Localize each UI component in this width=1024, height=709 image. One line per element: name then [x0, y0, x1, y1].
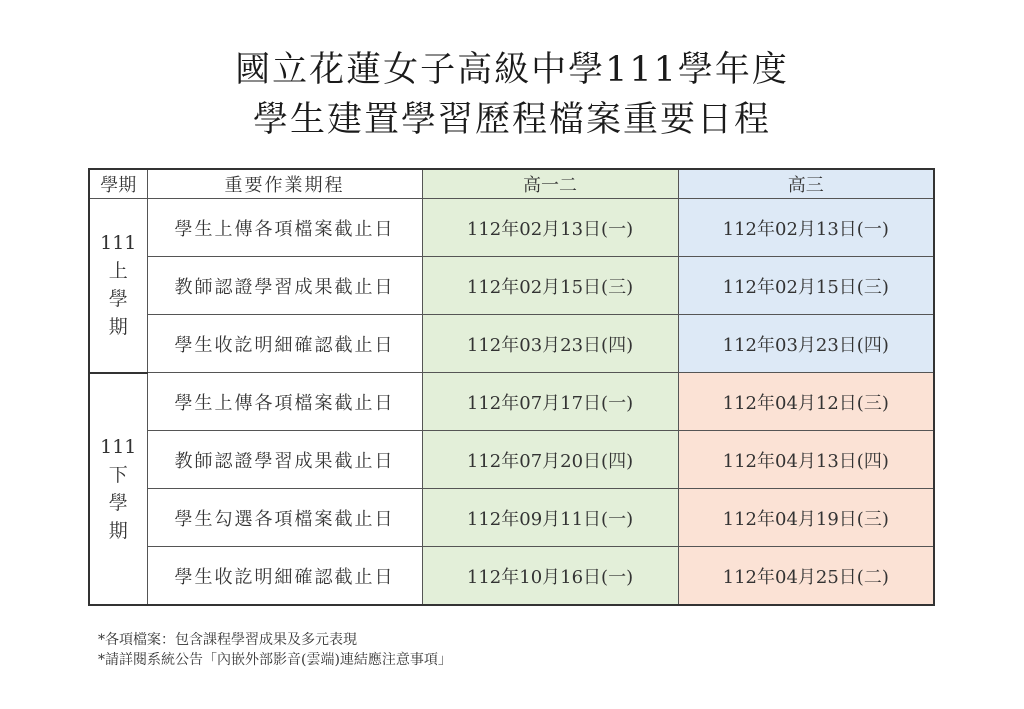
semester-char: 期: [108, 519, 128, 542]
semester-year: 111: [100, 435, 137, 458]
grade12-date-cell: 112年02月13日(一): [422, 199, 678, 257]
header-task: 重要作業期程: [147, 169, 422, 199]
footnotes: [98, 630, 452, 670]
grade12-date-cell: 112年10月16日(一): [422, 547, 678, 606]
semester-char: 下: [108, 463, 128, 486]
semester-char: 期: [108, 316, 128, 339]
grade3-date-cell: 112年04月12日(三): [678, 373, 934, 431]
footnote-line: *各項檔案：包含課程學習成果及多元表現: [98, 632, 357, 648]
grade3-date-cell: 112年02月15日(三): [678, 257, 934, 315]
grade3-date-cell: 112年04月13日(四): [678, 431, 934, 489]
semester-year: 111: [100, 232, 137, 255]
table-row: [89, 257, 934, 315]
semester-cell-second: [89, 373, 147, 606]
grade12-date-cell: 112年02月15日(三): [422, 257, 678, 315]
task-cell: 學生收訖明細確認截止日: [147, 547, 422, 606]
table-row: [89, 431, 934, 489]
semester-char: 上: [108, 260, 128, 283]
grade12-date-cell: 112年03月23日(四): [422, 315, 678, 373]
grade12-date-cell: 112年07月20日(四): [422, 431, 678, 489]
header-grade3: 高三: [678, 169, 934, 199]
table-row: [89, 489, 934, 547]
task-cell: 教師認證學習成果截止日: [147, 431, 422, 489]
grade3-date-cell: 112年02月13日(一): [678, 199, 934, 257]
table-row: [89, 373, 934, 431]
header-grade12: 高一二: [422, 169, 678, 199]
semester-char: 學: [108, 491, 128, 514]
footnote-line: *請詳閱系統公告「內嵌外部影音(雲端)連結應注意事項」: [98, 652, 452, 668]
page-title-line-1: 國立花蓮女子高級中學111學年度: [235, 50, 789, 90]
semester-cell-first: [89, 199, 147, 373]
task-cell: 學生收訖明細確認截止日: [147, 315, 422, 373]
table-row: [89, 547, 934, 606]
task-cell: 學生上傳各項檔案截止日: [147, 199, 422, 257]
grade3-date-cell: 112年04月19日(三): [678, 489, 934, 547]
schedule-table: [88, 168, 935, 606]
grade12-date-cell: 112年09月11日(一): [422, 489, 678, 547]
semester-char: 學: [108, 288, 128, 311]
grade3-date-cell: 112年04月25日(二): [678, 547, 934, 606]
task-cell: 學生上傳各項檔案截止日: [147, 373, 422, 431]
table-row: [89, 315, 934, 373]
page-title-line-2: 學生建置學習歷程檔案重要日程: [252, 100, 771, 140]
grade3-date-cell: 112年03月23日(四): [678, 315, 934, 373]
table-header-row: [89, 169, 934, 199]
task-cell: 學生勾選各項檔案截止日: [147, 489, 422, 547]
grade12-date-cell: 112年07月17日(一): [422, 373, 678, 431]
task-cell: 教師認證學習成果截止日: [147, 257, 422, 315]
table-row: [89, 199, 934, 257]
header-semester: 學期: [89, 169, 147, 199]
